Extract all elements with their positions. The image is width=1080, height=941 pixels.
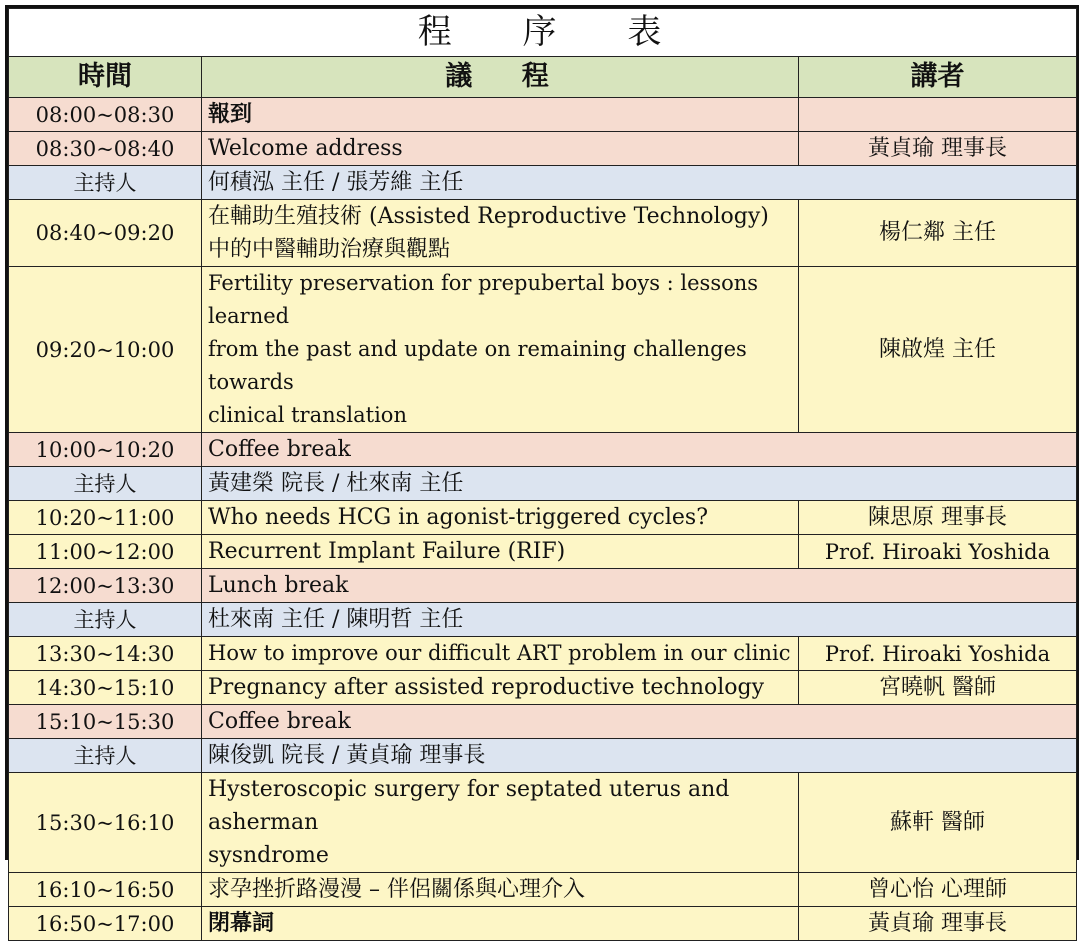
- time-cell: 09:20~10:00: [9, 267, 202, 433]
- topic-cell: Hysteroscopic surgery for septated uterus and asherman sysndrome: [202, 773, 799, 873]
- topic-cell: 在輔助生殖技術 (Assisted Reproductive Technology) 中的中醫輔助治療與觀點: [202, 200, 799, 267]
- moderator-row: [9, 739, 1077, 773]
- table-row: [9, 907, 1077, 941]
- table-row: [9, 873, 1077, 907]
- time-cell: 08:00~08:30: [9, 98, 202, 132]
- header-row: [9, 57, 1077, 98]
- moderator-label: 主持人: [9, 166, 202, 200]
- speaker-cell: Prof. Hiroaki Yoshida: [799, 535, 1077, 569]
- topic-cell: Fertility preservation for prepubertal boys : lessons learned from the past and update on remaining challenges towards clinical translation: [202, 267, 799, 433]
- break-label: Lunch break: [202, 569, 1077, 603]
- speaker-cell: 楊仁鄰 主任: [799, 200, 1077, 267]
- topic-cell: 報到: [202, 98, 799, 132]
- time-cell: 12:00~13:30: [9, 569, 202, 603]
- time-header: 時間: [9, 57, 202, 98]
- speaker-cell: 黃貞瑜 理事長: [799, 132, 1077, 166]
- break-row: [9, 433, 1077, 467]
- speaker-cell: [799, 98, 1077, 132]
- table-row: [9, 200, 1077, 267]
- moderator-label: 主持人: [9, 739, 202, 773]
- table-row: [9, 98, 1077, 132]
- time-cell: 10:20~11:00: [9, 501, 202, 535]
- speaker-cell: 蘇軒 醫師: [799, 773, 1077, 873]
- moderator-names: 何積泓 主任 / 張芳維 主任: [202, 166, 1077, 200]
- table-row: [9, 501, 1077, 535]
- time-cell: 13:30~14:30: [9, 637, 202, 671]
- program-schedule: [5, 5, 1079, 936]
- time-cell: 11:00~12:00: [9, 535, 202, 569]
- moderator-label: 主持人: [9, 603, 202, 637]
- table-row: [9, 132, 1077, 166]
- time-cell: 15:30~16:10: [9, 773, 202, 873]
- topic-cell: Who needs HCG in agonist-triggered cycles?: [202, 501, 799, 535]
- schedule-table: [8, 8, 1077, 941]
- time-cell: 15:10~15:30: [9, 705, 202, 739]
- topic-cell: 閉幕詞: [202, 907, 799, 941]
- table-row: [9, 267, 1077, 433]
- time-cell: 08:30~08:40: [9, 132, 202, 166]
- topic-cell: Welcome address: [202, 132, 799, 166]
- moderator-names: 陳俊凱 院長 / 黃貞瑜 理事長: [202, 739, 1077, 773]
- moderator-names: 黃建榮 院長 / 杜來南 主任: [202, 467, 1077, 501]
- speaker-header: 講者: [799, 57, 1077, 98]
- speaker-cell: 陳思原 理事長: [799, 501, 1077, 535]
- topic-cell: Recurrent Implant Failure (RIF): [202, 535, 799, 569]
- speaker-cell: 宮曉帆 醫師: [799, 671, 1077, 705]
- page-title: 程 序 表: [9, 9, 1077, 57]
- time-cell: 16:50~17:00: [9, 907, 202, 941]
- agenda-header: 議 程: [202, 57, 799, 98]
- topic-cell: Pregnancy after assisted reproductive technology: [202, 671, 799, 705]
- speaker-cell: 黃貞瑜 理事長: [799, 907, 1077, 941]
- table-row: [9, 535, 1077, 569]
- speaker-cell: Prof. Hiroaki Yoshida: [799, 637, 1077, 671]
- topic-cell: 求孕挫折路漫漫 – 伴侶關係與心理介入: [202, 873, 799, 907]
- break-row: [9, 705, 1077, 739]
- topic-cell: How to improve our difficult ART problem in our clinic: [202, 637, 799, 671]
- time-cell: 10:00~10:20: [9, 433, 202, 467]
- moderator-names: 杜來南 主任 / 陳明哲 主任: [202, 603, 1077, 637]
- time-cell: 08:40~09:20: [9, 200, 202, 267]
- break-label: Coffee break: [202, 705, 1077, 739]
- table-row: [9, 671, 1077, 705]
- table-row: [9, 637, 1077, 671]
- moderator-row: [9, 166, 1077, 200]
- moderator-label: 主持人: [9, 467, 202, 501]
- table-row: [9, 773, 1077, 873]
- moderator-row: [9, 467, 1077, 501]
- break-label: Coffee break: [202, 433, 1077, 467]
- break-row: [9, 569, 1077, 603]
- moderator-row: [9, 603, 1077, 637]
- time-cell: 14:30~15:10: [9, 671, 202, 705]
- speaker-cell: 曾心怡 心理師: [799, 873, 1077, 907]
- title-row: [9, 9, 1077, 57]
- speaker-cell: 陳啟煌 主任: [799, 267, 1077, 433]
- time-cell: 16:10~16:50: [9, 873, 202, 907]
